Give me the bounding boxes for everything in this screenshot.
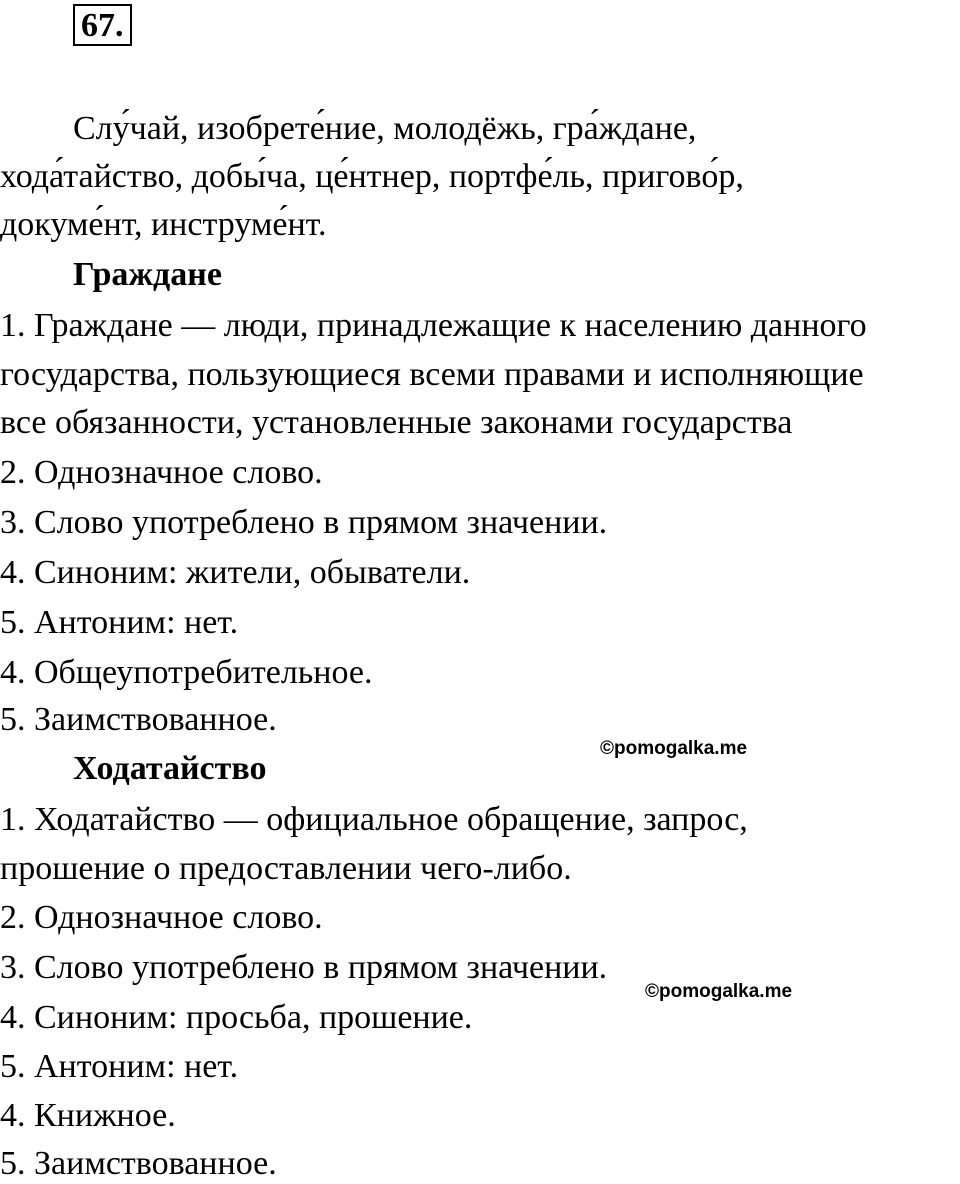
intro-line: хода́тайство, добы́ча, це́нтнер, портфе́ль, пригово́р, [0,158,744,195]
section-line: 4. Общеупотребительное. [0,654,373,691]
section-heading: Ходатайство [73,750,267,787]
section-line: 4. Синоним: просьба, прошение. [0,999,473,1036]
section-line: 4. Книжное. [0,1097,176,1134]
section-line: 5. Заимствованное. [0,1145,277,1182]
section-line: 2. Однозначное слово. [0,899,323,936]
section-line: 1. Ходатайство — официальное обращение, запрос, [0,801,748,838]
exercise-number: 67. [73,4,132,46]
section-line: все обязанности, установленные законами государства [0,404,793,441]
section-heading: Граждане [73,256,222,293]
intro-line: докуме́нт, инструме́нт. [0,206,327,243]
section-line: 4. Синоним: жители, обыватели. [0,554,471,591]
section-line: государства, пользующиеся всеми правами и исполняющие [0,356,864,393]
section-line: 3. Слово употреблено в прямом значении. [0,949,608,986]
section-line: 5. Антоним: нет. [0,604,239,641]
intro-line: Слу́чай, изобрете́ние, молодёжь, гра́ждане, [73,110,697,147]
section-line: прошение о предоставлении чего-либо. [0,850,572,887]
watermark: ©pomogalka.me [600,738,748,759]
section-line: 2. Однозначное слово. [0,454,323,491]
section-line: 5. Антоним: нет. [0,1048,239,1085]
section-line: 5. Заимствованное. [0,701,277,738]
section-line: 3. Слово употреблено в прямом значении. [0,504,608,541]
watermark: ©pomogalka.me [645,981,793,1002]
section-line: 1. Граждане — люди, принадлежащие к населению данного [0,307,867,344]
